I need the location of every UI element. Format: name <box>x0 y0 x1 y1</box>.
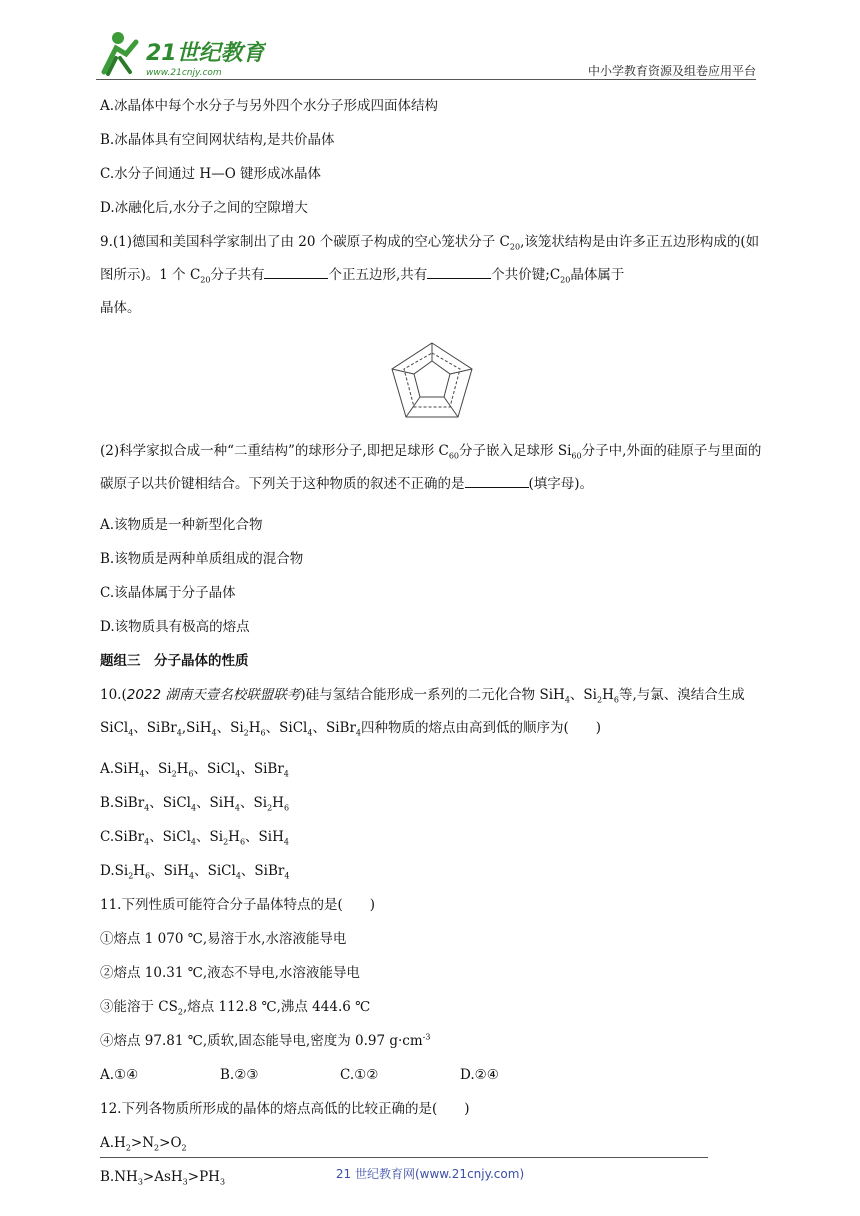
q11-item-4: ④熔点 97.81 ℃,质软,固态能导电,密度为 0.97 $g\cdot cm^{-3}$ <box>100 1032 431 1049</box>
answer-blank[interactable] <box>264 265 328 279</box>
q11-stem: 11.下列性质可能符合分子晶体特点的是( ) <box>100 897 376 913</box>
q10-option-a: A.SiH$_4$、$Si_2H_6$、SiCl$_4$、SiBr$_4$ <box>100 761 289 779</box>
answer-blank[interactable] <box>427 265 491 279</box>
q12-option-b: $B.NH_3>AsH_3>PH_3$ <box>100 1169 226 1187</box>
q11-options <box>100 1065 764 1085</box>
svg-text:21世纪教育: 21世纪教育 <box>146 41 265 66</box>
section-title: 题组三 分子晶体的性质 <box>100 653 249 669</box>
page-header <box>0 0 860 86</box>
q10-stem: 10.(2022 湖南天壹名校联盟联考)硅与氢结合能形成一系列的二元化合物 SiH$_4$、$Si_2H_6$等,与氯、溴结合生成 SiCl$_4$、SiBr$_4$,SiH$_4$、$Si_2H_6$、SiCl$_4$、SiBr$_4$四种物质的熔点由高到低的顺序为( ) <box>100 687 745 738</box>
q8-option-b: B.冰晶体具有空间网状结构,是共价晶体 <box>100 132 335 148</box>
q10-option-c: C.SiBr$_4$、SiCl$_4$、$Si_2H_6$、SiH$_4$ <box>100 829 289 847</box>
document-body <box>100 96 764 1201</box>
q8-option-d: D.冰融化后,水分子之间的空隙增大 <box>100 200 308 216</box>
q11-option-a: A.①④ <box>100 1067 139 1083</box>
platform-title: 中小学教育资源及组卷应用平台 <box>587 64 756 78</box>
q9-part1: 9.(1)德国和美国科学家制出了由 20 个碳原子构成的空心笼状分子 $C_{20}$,该笼状结构是由许多正五边形构成的(如图所示)。1 个 $C_{20}$分子共有 个正五边形,共有 个共价键$;C_{20}$晶体属于 晶体。 <box>100 234 760 316</box>
q9-option-d: D.该物质具有极高的熔点 <box>100 619 250 635</box>
q11-item-2: ②熔点 10.31 ℃,液态不导电,水溶液能导电 <box>100 965 360 981</box>
q9-option-a: A.该物质是一种新型化合物 <box>100 517 263 533</box>
q11-option-c: C.①② <box>340 1067 379 1083</box>
header-divider <box>96 79 756 80</box>
page-footer: 21 世纪教育网(www.21cnjy.com) <box>335 1167 525 1181</box>
q12-stem: 12.下列各物质所形成的晶体的熔点高低的比较正确的是( ) <box>100 1101 470 1117</box>
q11-item-3: ③能溶于 $CS_2$,熔点 112.8 ℃,沸点 444.6 ℃ <box>100 999 371 1017</box>
q9-option-b: B.该物质是两种单质组成的混合物 <box>100 551 304 567</box>
q12-option-a: $A.H_2>N_2>O_2$ <box>100 1135 187 1153</box>
answer-blank[interactable] <box>465 474 529 488</box>
q11-item-1: ①熔点 1 070 ℃,易溶于水,水溶液能导电 <box>100 931 347 947</box>
c20-dodecahedron-figure <box>384 339 480 425</box>
svg-text:www.21cnjy.com: www.21cnjy.com <box>146 68 222 78</box>
q11-option-d: D.②④ <box>460 1067 499 1083</box>
footer-divider <box>100 1157 708 1158</box>
q10-option-b: B.SiBr$_4$、SiCl$_4$、SiH$_4$、$Si_2H_6$ <box>100 795 290 813</box>
q8-option-a: A.冰晶体中每个水分子与另外四个水分子形成四面体结构 <box>100 98 439 114</box>
q9-part2: (2)科学家拟合成一种“二重结构”的球形分子,即把足球形 $C_{60}$分子嵌入足球形 $Si_{60}$分子中,外面的硅原子与里面的碳原子以共价键相结合。下列关于这种物质的叙述不正确的是 (填字母)。 <box>100 443 762 492</box>
logo-icon <box>96 28 266 80</box>
q9-option-c: C.该晶体属于分子晶体 <box>100 585 236 601</box>
q8-option-c: C.水分子间通过 H—O 键形成冰晶体 <box>100 166 322 182</box>
q10-option-d: $D.Si_2H_6$、SiH$_4$、SiCl$_4$、SiBr$_4$ <box>100 863 290 881</box>
q11-option-b: B.②③ <box>220 1067 259 1083</box>
